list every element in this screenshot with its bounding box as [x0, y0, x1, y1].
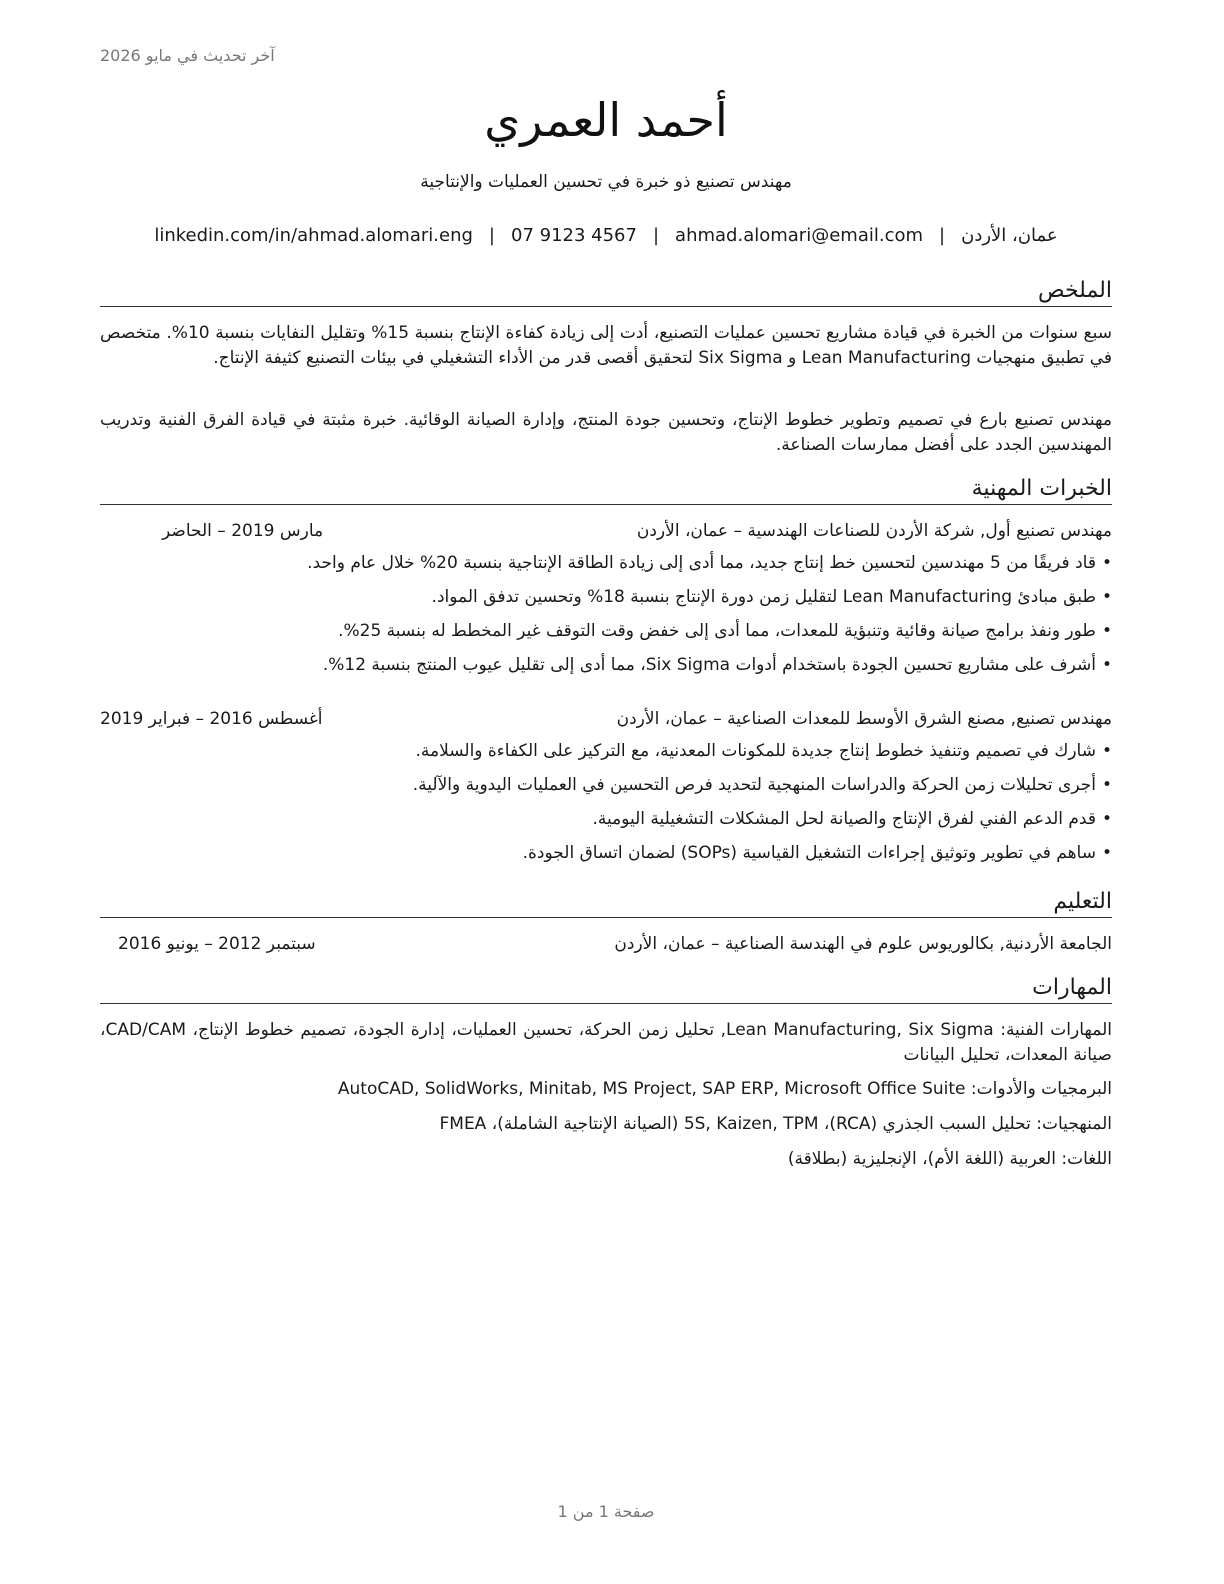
page-number: صفحة 1 من 1 — [557, 1502, 655, 1521]
skills-languages: اللغات: العربية (اللغة الأم)، الإنجليزية (بطلاقة) — [787, 1149, 1112, 1169]
candidate-name: أحمد العمري — [484, 93, 728, 147]
candidate-tagline: مهندس تصنيع ذو خبرة في تحسين العمليات والإنتاجية — [420, 172, 792, 192]
skills-technical: المهارات الفنية: Lean Manufacturing, Six Sigma, تحليل زمن الحركة، تحسين العمليات، إدارة الجودة، تصميم خطوط الإنتاج، CAD/CAM، صيانة المعدات، تحليل البيانات — [100, 1020, 1112, 1065]
last-updated: آخر تحديث في مايو 2026 — [100, 46, 275, 65]
list-item: •طور ونفذ برامج صيانة وقائية وتنبؤية للمعدات، مما أدى إلى خفض وقت التوقف غير المخطط له بنسبة 25%. — [338, 621, 1112, 641]
job-title: مهندس تصنيع, مصنع الشرق الأوسط للمعدات الصناعية – عمان، الأردن — [616, 709, 1112, 729]
job-bullets — [100, 738, 1112, 874]
contact-separator: | — [939, 225, 946, 246]
section-title-education: التعليم — [100, 888, 1112, 918]
contact-email[interactable]: ahmad.alomari@email.com — [675, 225, 924, 246]
section-title-experience: الخبرات المهنية — [100, 475, 1112, 505]
job-dates: مارس 2019 – الحاضر — [162, 521, 324, 541]
skills-methodologies: المنهجيات: تحليل السبب الجذري (RCA)، 5S, Kaizen, TPM (الصيانة الإنتاجية الشاملة)، FMEA — [439, 1114, 1112, 1134]
list-item: •أشرف على مشاريع تحسين الجودة باستخدام أدوات Six Sigma، مما أدى إلى تقليل عيوب المنتج بنسبة 12%. — [322, 655, 1112, 675]
section-title-skills: المهارات — [100, 974, 1112, 1004]
job-heading-row — [100, 706, 1112, 732]
list-item: •قاد فريقًا من 5 مهندسين لتحسين خط إنتاج جديد، مما أدى إلى زيادة الطاقة الإنتاجية بنسبة 20% خلال عام واحد. — [307, 553, 1112, 573]
contact-location: عمان، الأردن — [961, 225, 1058, 246]
contact-line — [100, 223, 1112, 249]
list-item: •أجرى تحليلات زمن الحركة والدراسات المنهجية لتحديد فرص التحسين في العمليات اليدوية والآلية. — [412, 775, 1112, 795]
education-heading: الجامعة الأردنية, بكالوريوس علوم في الهندسة الصناعية – عمان، الأردن — [614, 934, 1112, 954]
summary-paragraph: مهندس تصنيع بارع في تصميم وتطوير خطوط الإنتاج، وتحسين جودة المنتج، وإدارة الصيانة الوقائية. خبرة مثبتة في قيادة الفرق الفنية وتدريب المهندسين الجدد على أفضل ممارسات الصناعة. — [100, 410, 1112, 455]
list-item: •قدم الدعم الفني لفرق الإنتاج والصيانة لحل المشكلات التشغيلية اليومية. — [592, 809, 1112, 829]
contact-phone: 07 9123 4567 — [511, 225, 637, 246]
job-bullets — [100, 550, 1112, 686]
list-item: •ساهم في تطوير وتوثيق إجراءات التشغيل القياسية (SOPs) لضمان اتساق الجودة. — [522, 843, 1112, 863]
resume-page — [100, 0, 1112, 1584]
job-title: مهندس تصنيع أول, شركة الأردن للصناعات الهندسية – عمان، الأردن — [636, 521, 1112, 541]
section-title-summary: الملخص — [100, 277, 1112, 307]
summary-paragraph: سبع سنوات من الخبرة في قيادة مشاريع تحسين عمليات التصنيع، أدت إلى زيادة كفاءة الإنتاج بنسبة 15% وتقليل النفايات بنسبة 10%. متخصص في تطبيق منهجيات Lean Manufacturing و Six Sigma لتحقيق أقصى قدر من الأداء التشغيلي في بيئات التصنيع كثيفة الإنتاج. — [100, 323, 1112, 368]
job-dates: أغسطس 2016 – فبراير 2019 — [100, 709, 323, 729]
contact-linkedin[interactable]: linkedin.com/in/ahmad.alomari.eng — [154, 225, 473, 246]
skills-tools: البرمجيات والأدوات: AutoCAD, SolidWorks, Minitab, MS Project, SAP ERP, Microsoft Office Suite — [337, 1079, 1112, 1099]
job-heading-row — [100, 518, 1112, 544]
contact-separator: | — [652, 225, 660, 246]
list-item: •شارك في تصميم وتنفيذ خطوط إنتاج جديدة للمكونات المعدنية، مع التركيز على الكفاءة والسلامة. — [415, 741, 1112, 761]
education-dates: سبتمبر 2012 – يونيو 2016 — [118, 934, 316, 954]
education-row — [100, 931, 1112, 957]
contact-separator: | — [488, 225, 495, 246]
list-item: •طبق مبادئ Lean Manufacturing لتقليل زمن دورة الإنتاج بنسبة 18% وتحسين تدفق المواد. — [431, 587, 1112, 607]
